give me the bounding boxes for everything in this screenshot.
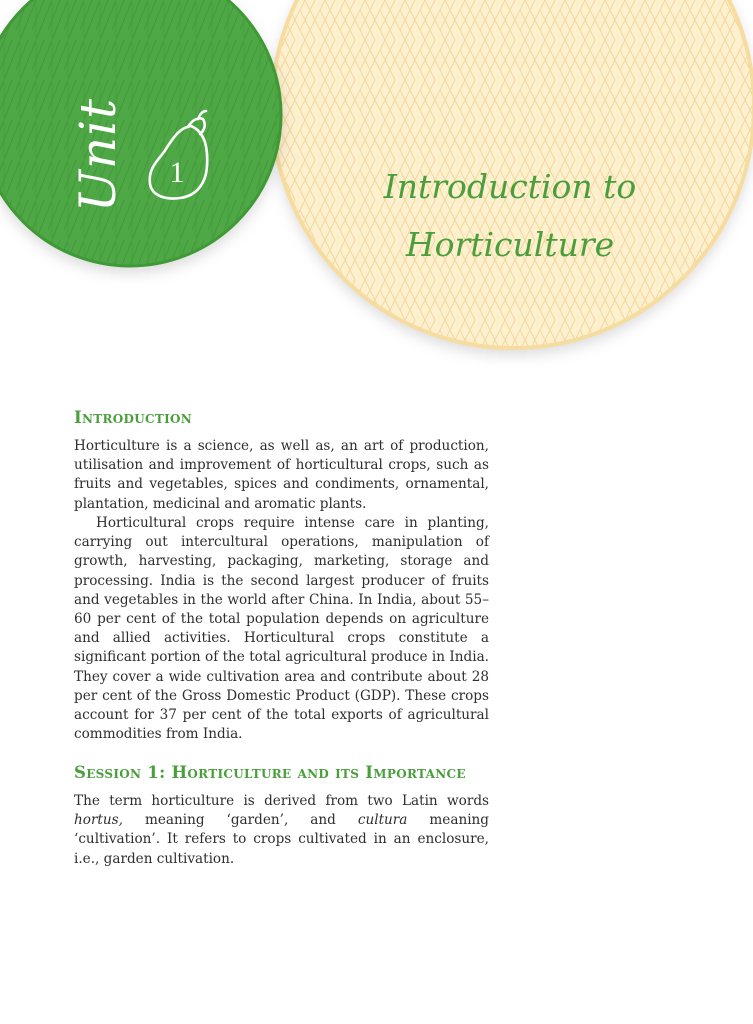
introduction-paragraph-1: Horticulture is a science, as well as, an art of production, utilisation and improvement of horticultural crops, such as fruits and vegetables, spices and condiments, ornamental, plantation, medicinal and aromatic plants. — [74, 438, 489, 512]
green-circle — [0, 0, 282, 267]
session-1-text-start: The term horticulture is derived from two Latin words — [74, 793, 489, 809]
unit-label: Unit — [69, 97, 127, 213]
session-1-text-mid: meaning ‘garden’, and — [122, 812, 358, 829]
introduction-heading: Introduction — [74, 408, 193, 427]
term-hortus: hortus, — [74, 812, 123, 829]
chapter-title-line1: Introduction to — [383, 167, 637, 206]
introduction-paragraph-2: Horticultural crops require intense care in planting, carrying out intercultural operations, manipulation of growth, harvesting, packaging, marketing, storage and processing. India is the second largest producer of fruits and vegetables in the world after China. In India, about 55–60 per cent of the total population depends on agriculture and allied activities. Horticultural crops constitute a significant portion of the total agricultural produce in India. They cover a wide cultivation area and contribute about 28 per cent of the Gross Domestic Product (GDP). These crops account for 37 per cent of the total exports of agricultural commodities from India. — [74, 515, 489, 743]
term-cultura: cultura — [357, 812, 408, 829]
unit-number: 1 — [169, 156, 185, 189]
chapter-title-line2: Horticulture — [405, 225, 615, 264]
session-1-heading: Session 1: Horticulture and its Importance — [74, 763, 466, 782]
session-1-paragraph — [74, 792, 489, 869]
session-1-text-end: meaning ‘cultivation’. It refers to crops cultivated in an enclosure, i.e., garden cultivation. — [74, 812, 489, 867]
chapter-title — [370, 158, 650, 274]
